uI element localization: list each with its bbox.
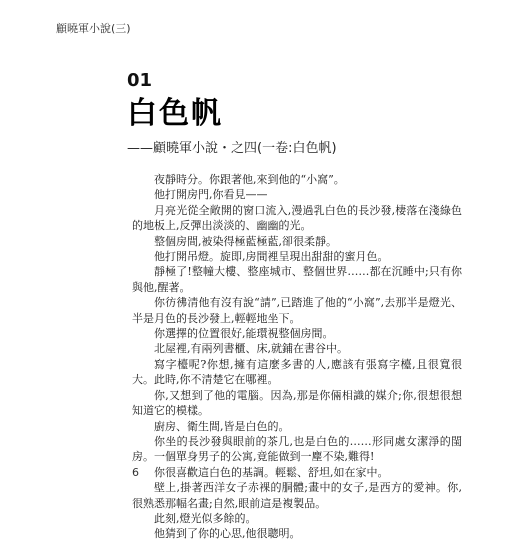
paragraph: 他猜到了你的心思,他很聰明。 bbox=[154, 527, 301, 541]
paragraph: 此刻,燈光似多餘的。 bbox=[154, 511, 257, 525]
chapter-number: 01 bbox=[127, 70, 153, 91]
paragraph: 他打開吊燈。旋即,房間裡呈現出甜甜的蜜月色。 bbox=[154, 250, 389, 264]
body-text bbox=[132, 172, 462, 542]
page-number: 6 bbox=[132, 466, 139, 479]
running-header: 顧曉軍小說(三) bbox=[56, 22, 131, 35]
paragraph: 整個房間,被染得極藍極藍,卻很柔靜。 bbox=[154, 234, 337, 248]
paragraph: 壁上,掛著西洋女子赤裸的胴體;畫中的女子,是西方的愛神。你,很熟悉那幅名畫;自然,眼前這是複製品。 bbox=[132, 481, 462, 510]
paragraph: 你坐的長沙發與眼前的茶几,也是白色的……形同處女潔淨的閨房。一個單身男子的公寓,竟能做到一塵不染,難得! bbox=[132, 434, 462, 464]
paragraph: 你,又想到了他的電腦。因為,那是你倆相識的媒介;你,很想很想知道它的模樣。 bbox=[132, 388, 462, 418]
paragraph: 你選擇的位置很好,能環視整個房間。 bbox=[154, 327, 334, 341]
paragraph: 寫字檯呢?你想,擁有這麼多書的人,應該有張寫字檯,且很寬很大。此時,你不清楚它在哪裡。 bbox=[132, 357, 462, 387]
chapter-subtitle: ——顧曉軍小說・之四(一卷:白色帆) bbox=[127, 141, 337, 156]
chapter-title: 白色帆 bbox=[127, 96, 223, 131]
paragraph: 廚房、衛生間,皆是白色的。 bbox=[154, 419, 290, 433]
paragraph: 北屋裡,有兩列書櫃、床,就鋪在書谷中。 bbox=[154, 342, 348, 356]
paragraph: 靜極了!整幢大樓、整座城市、整個世界……都在沉睡中;只有你與他,醒著。 bbox=[132, 265, 462, 294]
paragraph: 你很喜歡這白色的基調。輕鬆、舒坦,如在家中。 bbox=[154, 465, 389, 479]
paragraph: 夜靜時分。你跟著他,來到他的“小窩”。 bbox=[154, 173, 345, 186]
paragraph: 你彷彿清他有沒有說“請”,已踏進了他的“小窩”,去那半是燈光、半是月色的長沙發上,輕輕地坐下。 bbox=[132, 296, 462, 325]
paragraph: 他打開房門,你看見—— bbox=[154, 188, 268, 202]
paragraph: 月亮光從全敞開的窗口流入,漫過乳白色的長沙發,棲落在淺綠色的地板上,反彈出淡淡的、幽幽的光。 bbox=[132, 203, 462, 233]
